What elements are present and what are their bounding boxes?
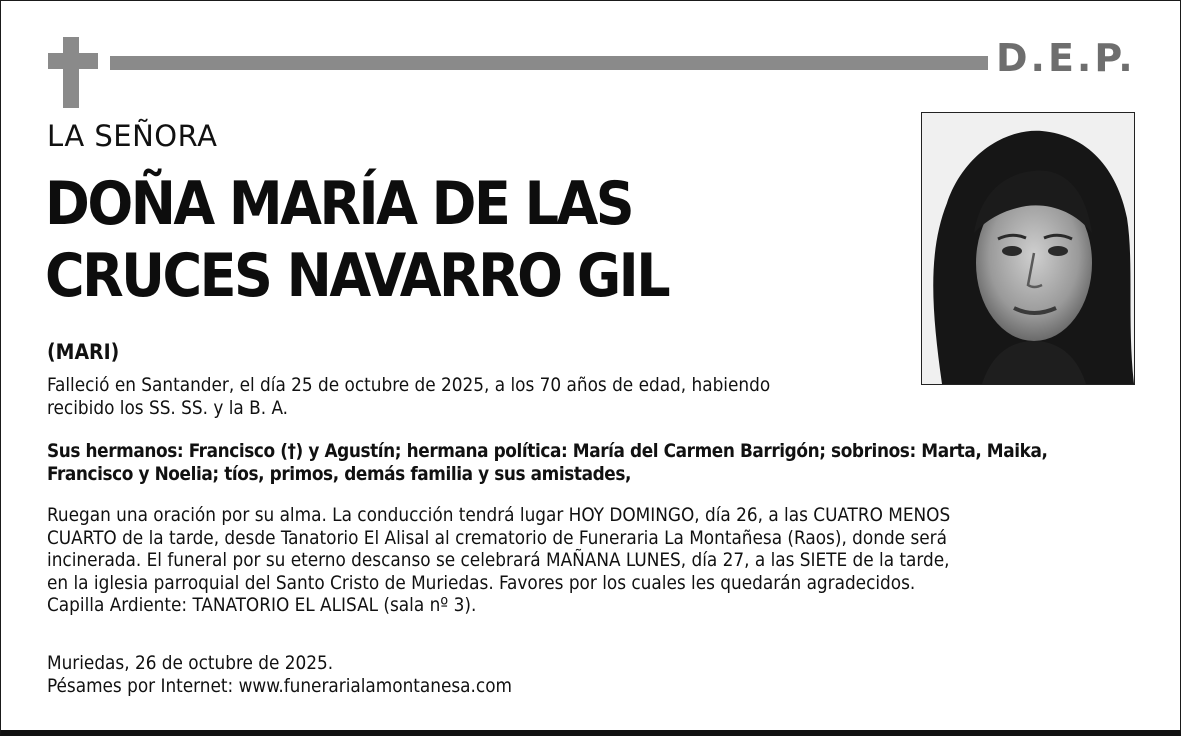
name-line: CRUCES NAVARRO GIL <box>45 241 669 311</box>
service-line: CUARTO de la tarde, desde Tanatorio El Alisal al crematorio de Funeraria La Montañesa (Raos), donde será <box>47 527 947 549</box>
service-details <box>47 505 950 618</box>
service-line: Capilla Ardiente: TANATORIO EL ALISAL (sala nº 3). <box>47 595 477 616</box>
death-notice-line: Falleció en Santander, el día 25 de octubre de 2025, a los 70 años de edad, habiendo <box>47 375 771 396</box>
death-notice <box>47 375 770 420</box>
family-line: Sus hermanos: Francisco (†) y Agustín; hermana política: María del Carmen Barrigón; sobrinos: Marta, Maika, <box>47 441 1048 462</box>
header-rule <box>110 56 988 70</box>
cross-icon-bar <box>48 53 98 69</box>
deceased-name <box>45 168 905 312</box>
nickname: (MARI) <box>47 340 120 364</box>
cross-icon <box>63 37 79 108</box>
honorific: LA SEÑORA <box>47 119 218 153</box>
service-line: en la iglesia parroquial del Santo Cristo de Muriedas. Favores por los cuales les quedarán agradecidos. <box>47 572 916 594</box>
condolences-web: Pésames por Internet: www.funerarialamontanesa.com <box>47 675 512 697</box>
service-line: Ruegan una oración por su alma. La conducción tendrá lugar HOY DOMINGO, día 26, a las CUATRO MENOS <box>47 505 951 526</box>
death-notice-line: recibido los SS. SS. y la B. A. <box>47 397 289 419</box>
family-line: Francisco y Noelia; tíos, primos, demás familia y sus amistades, <box>47 463 632 485</box>
family-list <box>47 441 1047 486</box>
portrait-photo <box>921 112 1135 385</box>
service-line: incinerada. El funeral por su eterno descanso se celebrará MAÑANA LUNES, día 27, a las SIETE de la tarde, <box>47 550 950 571</box>
name-line: DOÑA MARÍA DE LAS <box>45 169 633 239</box>
dep-label: D.E.P. <box>996 36 1136 80</box>
footer <box>47 653 512 698</box>
place-date: Muriedas, 26 de octubre de 2025. <box>47 653 334 674</box>
portrait-photo-icon <box>922 113 1134 384</box>
